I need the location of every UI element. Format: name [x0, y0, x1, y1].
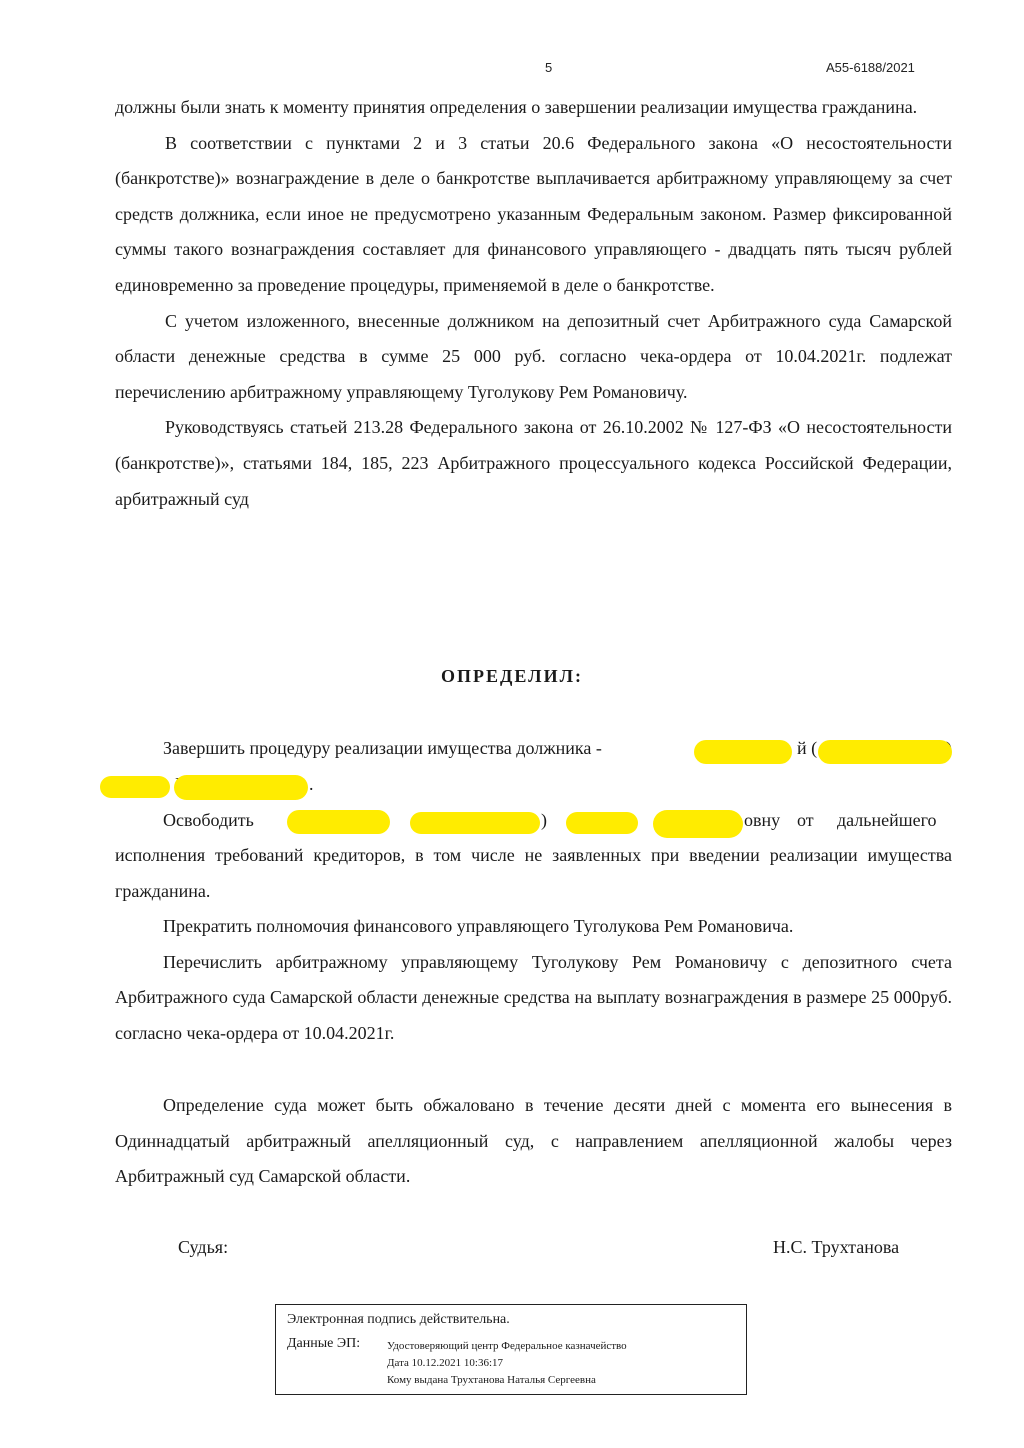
page-number: 5 [545, 60, 553, 75]
ruling-p1-end: . [309, 774, 314, 794]
redaction-mark [818, 740, 952, 764]
ruling-p2-start: Освободить [163, 810, 254, 830]
redaction-mark [653, 810, 743, 838]
paragraph-deposit: С учетом изложенного, внесенные должником на депозитный счет Арбитражного суда Самарской области денежные средства в сумме 25 000 руб. согласно чека-ордера от 10.04.2021г. подлежат перечислению арбитражному управляющему Туголукову Рем Романовичу. [115, 310, 952, 402]
ruling-p3: Прекратить полномочия финансового управляющего Туголукова Рем Романовича. [163, 916, 794, 937]
redaction-mark [100, 776, 170, 798]
paragraph-legal-basis: Руководствуясь статьей 213.28 Федерального закона от 26.10.2002 № 127-ФЗ «О несостоятельности (банкротстве)», статьями 184, 185, 223 Арбитражного процессуального кодекса Российской Федерации, арбитражный суд [115, 417, 952, 509]
judge-name: Н.С. Трухтанова [773, 1237, 900, 1257]
ruling-p2-rest-b: дальнейшего [837, 810, 937, 830]
redaction-mark [694, 740, 792, 764]
body-text [115, 90, 952, 517]
ruling-heading: ОПРЕДЕЛИЛ: [441, 666, 583, 686]
appeal-paragraph: Определение суда может быть обжаловано в течение десяти дней с момента его вынесения в Одиннадцатый арбитражный апелляционный суд, с направлением апелляционной жалобы через Арбитражный суд Самарской области. [115, 1095, 952, 1187]
paragraph-reward: В соответствии с пунктами 2 и 3 статьи 20.6 Федерального закона «О несостоятельности (банкротстве)» вознаграждение в деле о банкротстве выплачивается арбитражному управляющему за счет средств должника, если иное не предусмотрено указанным Федеральным законом. Размер фиксированной суммы такого вознаграждения составляет для финансового управляющего - двадцать пять тысяч рублей единовременно за проведение процедуры, применяемой в деле о банкротстве. [115, 132, 952, 295]
appeal-section [115, 1088, 952, 1195]
ruling-body [115, 838, 952, 1052]
redaction-mark [410, 812, 540, 834]
stamp-issuer: Удостоверяющий центр Федеральное казначейство [387, 1340, 627, 1352]
redaction-mark [287, 810, 390, 834]
signature-label: Судья: [178, 1237, 229, 1257]
redaction-mark [566, 812, 638, 834]
stamp-issued-to: Кому выдана Трухтанова Наталья Сергеевна [387, 1374, 596, 1386]
ruling-p2-continuation: исполнения требований кредиторов, в том числе не заявленных при введении реализации имущества гражданина. [115, 845, 952, 901]
paragraph-continuation: должны были знать к моменту принятия определения о завершении реализации имущества гражданина. [115, 97, 918, 117]
ruling-p2-fragment-a: ) [541, 810, 547, 830]
ruling-p2-fragment-b: овну [744, 810, 781, 830]
ruling-p1-prefix: Завершить процедуру реализации имущества должника - [163, 738, 602, 758]
stamp-label: Данные ЭП: [287, 1336, 361, 1351]
stamp-date: Дата 10.12.2021 10:36:17 [387, 1357, 504, 1369]
stamp-title: Электронная подпись действительна. [287, 1312, 510, 1327]
redaction-mark [174, 775, 308, 800]
ruling-p4: Перечислить арбитражному управляющему Туголукову Рем Романовичу с депозитного счета Арбитражного суда Самарской области денежные средства на выплату вознаграждения в размере 25 000руб. согласно чека-ордера от 10.04.2021г. [115, 951, 952, 1043]
electronic-signature-stamp [275, 1304, 747, 1395]
case-number: А55-6188/2021 [826, 60, 915, 75]
ruling-p1-fragment-a: й ( [797, 738, 818, 758]
ruling-p2-rest-a: от [797, 810, 814, 830]
